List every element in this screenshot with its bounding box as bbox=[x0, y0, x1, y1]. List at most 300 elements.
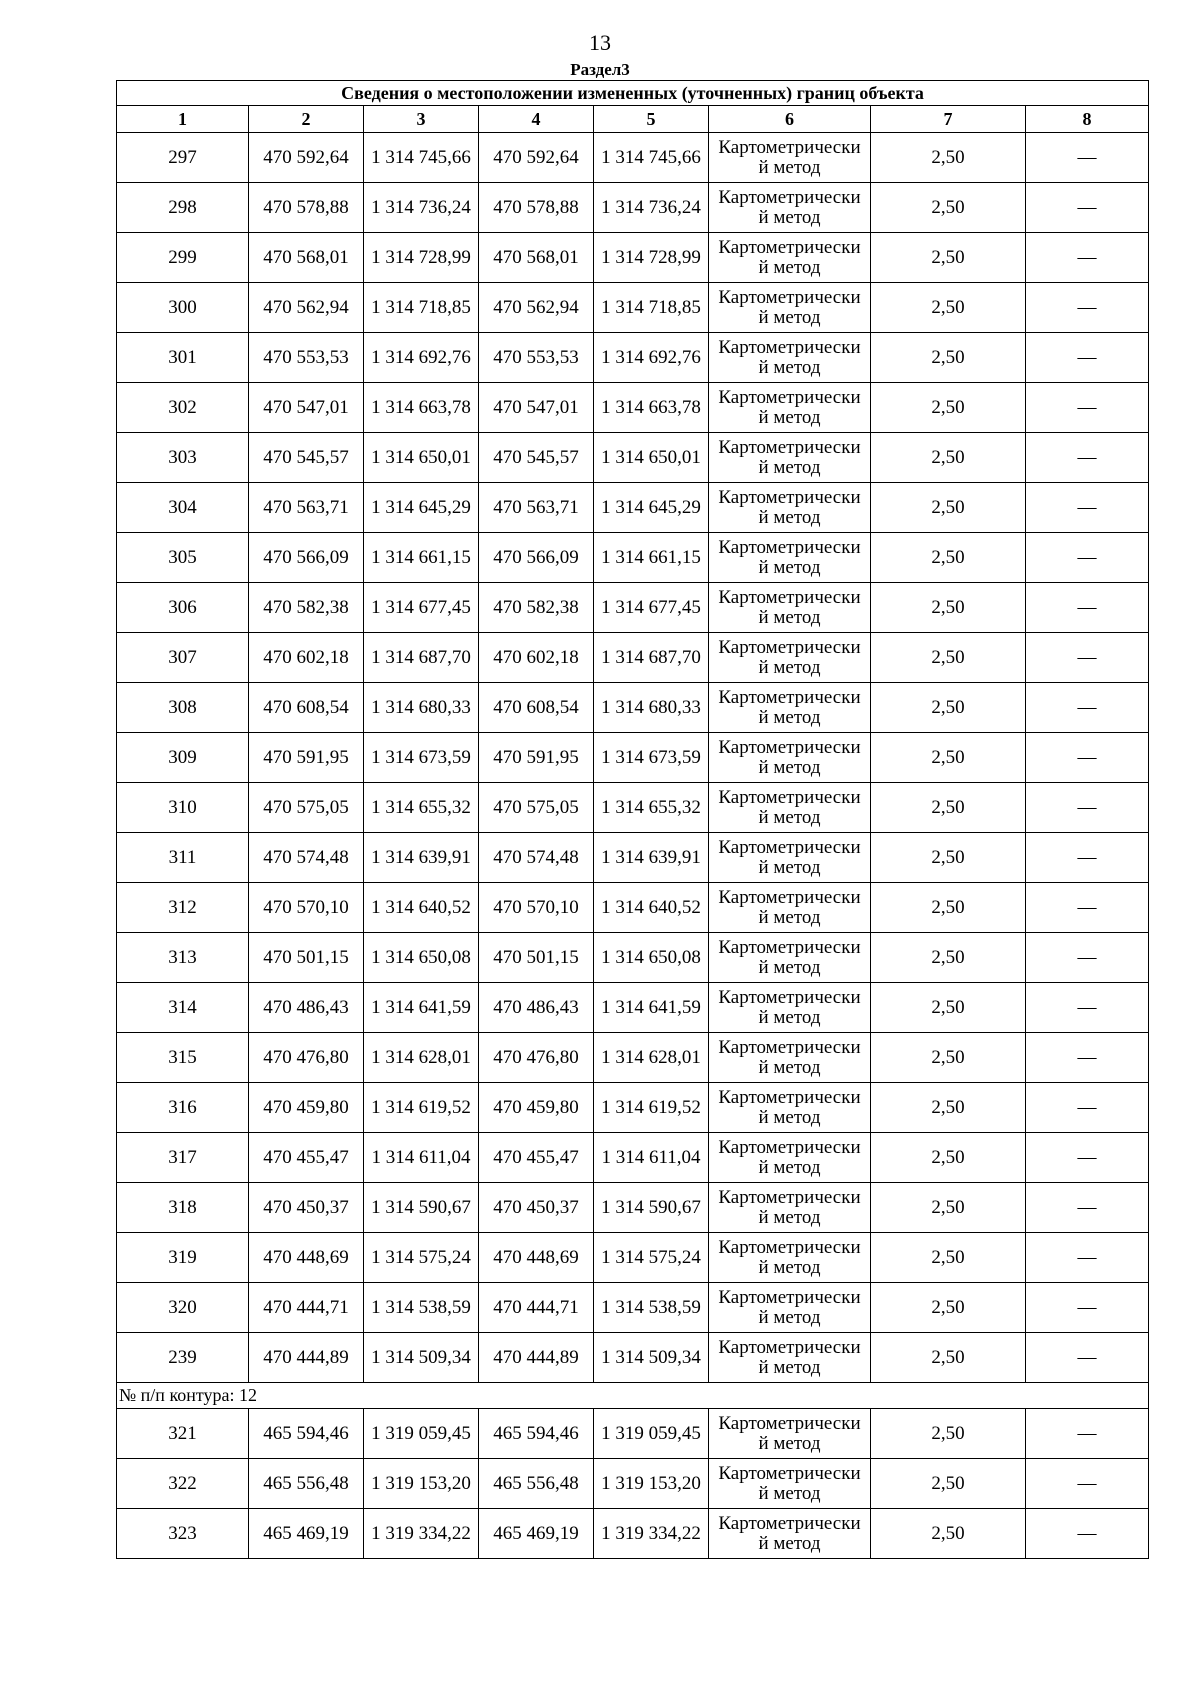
method-cell bbox=[709, 1333, 871, 1383]
x-coordinate-new-cell: 465 469,19 bbox=[479, 1509, 594, 1559]
y-coordinate-cell: 1 314 650,08 bbox=[364, 933, 479, 983]
x-coordinate-new-cell: 470 501,15 bbox=[479, 933, 594, 983]
point-number-cell: 320 bbox=[117, 1283, 249, 1333]
method-text-line2: й метод bbox=[758, 1482, 821, 1504]
table-row bbox=[117, 133, 1149, 183]
x-coordinate-new-cell: 470 476,80 bbox=[479, 1033, 594, 1083]
method-cell bbox=[709, 1459, 871, 1509]
x-coordinate-new-cell: 470 545,57 bbox=[479, 433, 594, 483]
method-text-line1: Картометрически bbox=[718, 486, 861, 508]
y-coordinate-cell: 1 314 645,29 bbox=[364, 483, 479, 533]
method-text-line1: Картометрически bbox=[718, 386, 861, 408]
x-coordinate-new-cell: 470 459,80 bbox=[479, 1083, 594, 1133]
method-text-line2: й метод bbox=[758, 1532, 821, 1554]
method-text-line1: Картометрически bbox=[718, 1512, 861, 1534]
x-coordinate-cell: 470 444,71 bbox=[249, 1283, 364, 1333]
column-header: 7 bbox=[871, 106, 1026, 133]
x-coordinate-new-cell: 470 570,10 bbox=[479, 883, 594, 933]
table-caption: Сведения о местоположении измененных (уточненных) границ объекта bbox=[117, 81, 1149, 106]
accuracy-cell: 2,50 bbox=[871, 1409, 1026, 1459]
method-text-line2: й метод bbox=[758, 1356, 821, 1378]
y-coordinate-new-cell: 1 314 680,33 bbox=[594, 683, 709, 733]
table-row bbox=[117, 883, 1149, 933]
x-coordinate-cell: 470 591,95 bbox=[249, 733, 364, 783]
table-row bbox=[117, 233, 1149, 283]
y-coordinate-cell: 1 314 718,85 bbox=[364, 283, 479, 333]
method-cell bbox=[709, 1133, 871, 1183]
description-cell bbox=[1026, 1459, 1149, 1509]
x-coordinate-cell: 470 592,64 bbox=[249, 133, 364, 183]
x-coordinate-new-cell: 470 455,47 bbox=[479, 1133, 594, 1183]
dash-mark: — bbox=[1077, 646, 1097, 668]
method-cell bbox=[709, 1183, 871, 1233]
y-coordinate-new-cell: 1 314 641,59 bbox=[594, 983, 709, 1033]
point-number-cell: 310 bbox=[117, 783, 249, 833]
x-coordinate-cell: 465 594,46 bbox=[249, 1409, 364, 1459]
x-coordinate-new-cell: 470 566,09 bbox=[479, 533, 594, 583]
point-number-cell: 303 bbox=[117, 433, 249, 483]
y-coordinate-new-cell: 1 314 590,67 bbox=[594, 1183, 709, 1233]
dash-mark: — bbox=[1077, 1472, 1097, 1494]
table-row bbox=[117, 833, 1149, 883]
dash-mark: — bbox=[1077, 496, 1097, 518]
method-text-line1: Картометрически bbox=[718, 686, 861, 708]
description-cell bbox=[1026, 183, 1149, 233]
method-text-line2: й метод bbox=[758, 956, 821, 978]
dash-mark: — bbox=[1077, 1246, 1097, 1268]
x-coordinate-cell: 470 547,01 bbox=[249, 383, 364, 433]
x-coordinate-new-cell: 470 553,53 bbox=[479, 333, 594, 383]
x-coordinate-cell: 470 444,89 bbox=[249, 1333, 364, 1383]
description-cell bbox=[1026, 133, 1149, 183]
x-coordinate-cell: 470 545,57 bbox=[249, 433, 364, 483]
method-text-line2: й метод bbox=[758, 156, 821, 178]
point-number-cell: 307 bbox=[117, 633, 249, 683]
accuracy-cell: 2,50 bbox=[871, 1333, 1026, 1383]
method-text-line2: й метод bbox=[758, 856, 821, 878]
x-coordinate-cell: 470 574,48 bbox=[249, 833, 364, 883]
table-row bbox=[117, 383, 1149, 433]
dash-mark: — bbox=[1077, 546, 1097, 568]
method-text-line1: Картометрически bbox=[718, 786, 861, 808]
method-text-line2: й метод bbox=[758, 1056, 821, 1078]
method-cell bbox=[709, 1233, 871, 1283]
point-number-cell: 315 bbox=[117, 1033, 249, 1083]
description-cell bbox=[1026, 1033, 1149, 1083]
dash-mark: — bbox=[1077, 1422, 1097, 1444]
point-number-cell: 300 bbox=[117, 283, 249, 333]
point-number-cell: 306 bbox=[117, 583, 249, 633]
dash-mark: — bbox=[1077, 596, 1097, 618]
description-cell bbox=[1026, 433, 1149, 483]
accuracy-cell: 2,50 bbox=[871, 633, 1026, 683]
description-cell bbox=[1026, 1509, 1149, 1559]
accuracy-cell: 2,50 bbox=[871, 683, 1026, 733]
x-coordinate-cell: 470 501,15 bbox=[249, 933, 364, 983]
method-cell bbox=[709, 183, 871, 233]
description-cell bbox=[1026, 783, 1149, 833]
table-row bbox=[117, 933, 1149, 983]
x-coordinate-new-cell: 470 602,18 bbox=[479, 633, 594, 683]
dash-mark: — bbox=[1077, 1146, 1097, 1168]
x-coordinate-new-cell: 470 562,94 bbox=[479, 283, 594, 333]
y-coordinate-cell: 1 319 059,45 bbox=[364, 1409, 479, 1459]
x-coordinate-cell: 465 469,19 bbox=[249, 1509, 364, 1559]
accuracy-cell: 2,50 bbox=[871, 233, 1026, 283]
method-text-line1: Картометрически bbox=[718, 1336, 861, 1358]
method-text-line2: й метод bbox=[758, 606, 821, 628]
description-cell bbox=[1026, 683, 1149, 733]
table-caption-row bbox=[117, 81, 1149, 106]
method-text-line2: й метод bbox=[758, 1106, 821, 1128]
x-coordinate-cell: 470 459,80 bbox=[249, 1083, 364, 1133]
dash-mark: — bbox=[1077, 1522, 1097, 1544]
description-cell bbox=[1026, 933, 1149, 983]
point-number-cell: 322 bbox=[117, 1459, 249, 1509]
method-text-line1: Картометрически bbox=[718, 436, 861, 458]
x-coordinate-cell: 470 570,10 bbox=[249, 883, 364, 933]
y-coordinate-cell: 1 314 590,67 bbox=[364, 1183, 479, 1233]
x-coordinate-new-cell: 465 556,48 bbox=[479, 1459, 594, 1509]
accuracy-cell: 2,50 bbox=[871, 183, 1026, 233]
dash-mark: — bbox=[1077, 946, 1097, 968]
method-cell bbox=[709, 383, 871, 433]
method-text-line1: Картометрически bbox=[718, 986, 861, 1008]
table-row bbox=[117, 733, 1149, 783]
y-coordinate-cell: 1 314 575,24 bbox=[364, 1233, 479, 1283]
dash-mark: — bbox=[1077, 446, 1097, 468]
y-coordinate-cell: 1 314 663,78 bbox=[364, 383, 479, 433]
table-row bbox=[117, 333, 1149, 383]
method-text-line1: Картометрически bbox=[718, 836, 861, 858]
y-coordinate-new-cell: 1 319 153,20 bbox=[594, 1459, 709, 1509]
method-cell bbox=[709, 933, 871, 983]
y-coordinate-new-cell: 1 314 645,29 bbox=[594, 483, 709, 533]
y-coordinate-cell: 1 319 153,20 bbox=[364, 1459, 479, 1509]
y-coordinate-new-cell: 1 314 628,01 bbox=[594, 1033, 709, 1083]
x-coordinate-new-cell: 470 448,69 bbox=[479, 1233, 594, 1283]
y-coordinate-cell: 1 314 745,66 bbox=[364, 133, 479, 183]
accuracy-cell: 2,50 bbox=[871, 483, 1026, 533]
method-text-line1: Картометрически bbox=[718, 336, 861, 358]
x-coordinate-cell: 470 566,09 bbox=[249, 533, 364, 583]
y-coordinate-new-cell: 1 314 745,66 bbox=[594, 133, 709, 183]
x-coordinate-new-cell: 470 578,88 bbox=[479, 183, 594, 233]
y-coordinate-new-cell: 1 314 619,52 bbox=[594, 1083, 709, 1133]
description-cell bbox=[1026, 233, 1149, 283]
method-text-line1: Картометрически bbox=[718, 1236, 861, 1258]
description-cell bbox=[1026, 1333, 1149, 1383]
table-row bbox=[117, 283, 1149, 333]
y-coordinate-cell: 1 314 680,33 bbox=[364, 683, 479, 733]
contour-row bbox=[117, 1383, 1149, 1409]
method-cell bbox=[709, 833, 871, 883]
x-coordinate-cell: 470 486,43 bbox=[249, 983, 364, 1033]
x-coordinate-new-cell: 470 444,89 bbox=[479, 1333, 594, 1383]
method-text-line1: Картометрически bbox=[718, 1186, 861, 1208]
y-coordinate-cell: 1 319 334,22 bbox=[364, 1509, 479, 1559]
y-coordinate-cell: 1 314 655,32 bbox=[364, 783, 479, 833]
column-header-row bbox=[117, 106, 1149, 133]
table-row bbox=[117, 783, 1149, 833]
x-coordinate-cell: 470 578,88 bbox=[249, 183, 364, 233]
method-text-line2: й метод bbox=[758, 706, 821, 728]
x-coordinate-new-cell: 470 444,71 bbox=[479, 1283, 594, 1333]
y-coordinate-cell: 1 314 639,91 bbox=[364, 833, 479, 883]
y-coordinate-new-cell: 1 314 575,24 bbox=[594, 1233, 709, 1283]
accuracy-cell: 2,50 bbox=[871, 583, 1026, 633]
y-coordinate-new-cell: 1 314 650,01 bbox=[594, 433, 709, 483]
y-coordinate-cell: 1 314 650,01 bbox=[364, 433, 479, 483]
method-text-line1: Картометрически bbox=[718, 886, 861, 908]
method-text-line2: й метод bbox=[758, 356, 821, 378]
method-cell bbox=[709, 283, 871, 333]
method-cell bbox=[709, 683, 871, 733]
x-coordinate-cell: 470 563,71 bbox=[249, 483, 364, 533]
point-number-cell: 312 bbox=[117, 883, 249, 933]
column-header: 3 bbox=[364, 106, 479, 133]
point-number-cell: 298 bbox=[117, 183, 249, 233]
method-text-line2: й метод bbox=[758, 406, 821, 428]
method-cell bbox=[709, 583, 871, 633]
x-coordinate-cell: 470 582,38 bbox=[249, 583, 364, 633]
point-number-cell: 304 bbox=[117, 483, 249, 533]
y-coordinate-new-cell: 1 314 687,70 bbox=[594, 633, 709, 683]
description-cell bbox=[1026, 733, 1149, 783]
method-text-line2: й метод bbox=[758, 1206, 821, 1228]
x-coordinate-new-cell: 470 568,01 bbox=[479, 233, 594, 283]
x-coordinate-cell: 470 568,01 bbox=[249, 233, 364, 283]
y-coordinate-cell: 1 314 538,59 bbox=[364, 1283, 479, 1333]
y-coordinate-cell: 1 314 640,52 bbox=[364, 883, 479, 933]
point-number-cell: 318 bbox=[117, 1183, 249, 1233]
method-cell bbox=[709, 783, 871, 833]
dash-mark: — bbox=[1077, 1096, 1097, 1118]
table-row bbox=[117, 983, 1149, 1033]
x-coordinate-new-cell: 470 582,38 bbox=[479, 583, 594, 633]
description-cell bbox=[1026, 633, 1149, 683]
method-text-line2: й метод bbox=[758, 906, 821, 928]
method-cell bbox=[709, 233, 871, 283]
table-row bbox=[117, 183, 1149, 233]
y-coordinate-new-cell: 1 314 639,91 bbox=[594, 833, 709, 883]
accuracy-cell: 2,50 bbox=[871, 1133, 1026, 1183]
y-coordinate-cell: 1 314 692,76 bbox=[364, 333, 479, 383]
dash-mark: — bbox=[1077, 196, 1097, 218]
method-text-line1: Картометрически bbox=[718, 936, 861, 958]
accuracy-cell: 2,50 bbox=[871, 1183, 1026, 1233]
accuracy-cell: 2,50 bbox=[871, 1459, 1026, 1509]
y-coordinate-new-cell: 1 314 728,99 bbox=[594, 233, 709, 283]
method-text-line2: й метод bbox=[758, 1256, 821, 1278]
x-coordinate-new-cell: 470 574,48 bbox=[479, 833, 594, 883]
method-cell bbox=[709, 733, 871, 783]
method-text-line1: Картометрически bbox=[718, 186, 861, 208]
point-number-cell: 308 bbox=[117, 683, 249, 733]
column-header: 6 bbox=[709, 106, 871, 133]
accuracy-cell: 2,50 bbox=[871, 533, 1026, 583]
accuracy-cell: 2,50 bbox=[871, 1283, 1026, 1333]
y-coordinate-cell: 1 314 619,52 bbox=[364, 1083, 479, 1133]
y-coordinate-cell: 1 314 677,45 bbox=[364, 583, 479, 633]
dash-mark: — bbox=[1077, 1196, 1097, 1218]
table-row bbox=[117, 1083, 1149, 1133]
method-cell bbox=[709, 1409, 871, 1459]
dash-mark: — bbox=[1077, 296, 1097, 318]
method-text-line2: й метод bbox=[758, 1306, 821, 1328]
table-row bbox=[117, 1459, 1149, 1509]
accuracy-cell: 2,50 bbox=[871, 1033, 1026, 1083]
y-coordinate-cell: 1 314 628,01 bbox=[364, 1033, 479, 1083]
method-cell bbox=[709, 333, 871, 383]
y-coordinate-cell: 1 314 509,34 bbox=[364, 1333, 479, 1383]
y-coordinate-new-cell: 1 314 650,08 bbox=[594, 933, 709, 983]
method-cell bbox=[709, 633, 871, 683]
accuracy-cell: 2,50 bbox=[871, 933, 1026, 983]
x-coordinate-new-cell: 470 592,64 bbox=[479, 133, 594, 183]
point-number-cell: 302 bbox=[117, 383, 249, 433]
method-text-line1: Картометрически bbox=[718, 136, 861, 158]
point-number-cell: 301 bbox=[117, 333, 249, 383]
x-coordinate-cell: 470 476,80 bbox=[249, 1033, 364, 1083]
method-text-line1: Картометрически bbox=[718, 536, 861, 558]
point-number-cell: 323 bbox=[117, 1509, 249, 1559]
dash-mark: — bbox=[1077, 146, 1097, 168]
description-cell bbox=[1026, 1183, 1149, 1233]
description-cell bbox=[1026, 1083, 1149, 1133]
y-coordinate-new-cell: 1 314 736,24 bbox=[594, 183, 709, 233]
description-cell bbox=[1026, 833, 1149, 883]
method-cell bbox=[709, 483, 871, 533]
method-text-line1: Картометрически bbox=[718, 286, 861, 308]
dash-mark: — bbox=[1077, 746, 1097, 768]
y-coordinate-cell: 1 314 673,59 bbox=[364, 733, 479, 783]
x-coordinate-new-cell: 470 591,95 bbox=[479, 733, 594, 783]
method-text-line2: й метод bbox=[758, 506, 821, 528]
dash-mark: — bbox=[1077, 396, 1097, 418]
point-number-cell: 309 bbox=[117, 733, 249, 783]
section-title: Раздел3 bbox=[570, 60, 630, 79]
x-coordinate-new-cell: 470 608,54 bbox=[479, 683, 594, 733]
accuracy-cell: 2,50 bbox=[871, 1509, 1026, 1559]
table-row bbox=[117, 1333, 1149, 1383]
x-coordinate-new-cell: 470 450,37 bbox=[479, 1183, 594, 1233]
accuracy-cell: 2,50 bbox=[871, 833, 1026, 883]
method-text-line1: Картометрически bbox=[718, 1286, 861, 1308]
method-text-line2: й метод bbox=[758, 556, 821, 578]
point-number-cell: 313 bbox=[117, 933, 249, 983]
method-text-line2: й метод bbox=[758, 1006, 821, 1028]
method-text-line2: й метод bbox=[758, 806, 821, 828]
accuracy-cell: 2,50 bbox=[871, 383, 1026, 433]
y-coordinate-new-cell: 1 314 655,32 bbox=[594, 783, 709, 833]
x-coordinate-cell: 470 455,47 bbox=[249, 1133, 364, 1183]
x-coordinate-new-cell: 470 563,71 bbox=[479, 483, 594, 533]
method-text-line2: й метод bbox=[758, 256, 821, 278]
dash-mark: — bbox=[1077, 246, 1097, 268]
x-coordinate-new-cell: 465 594,46 bbox=[479, 1409, 594, 1459]
contour-label: № п/п контура: 12 bbox=[117, 1383, 1149, 1409]
table-row bbox=[117, 533, 1149, 583]
y-coordinate-new-cell: 1 314 677,45 bbox=[594, 583, 709, 633]
description-cell bbox=[1026, 383, 1149, 433]
column-header: 5 bbox=[594, 106, 709, 133]
method-text-line1: Картометрически bbox=[718, 1412, 861, 1434]
method-cell bbox=[709, 133, 871, 183]
method-text-line1: Картометрически bbox=[718, 236, 861, 258]
x-coordinate-new-cell: 470 547,01 bbox=[479, 383, 594, 433]
y-coordinate-new-cell: 1 314 509,34 bbox=[594, 1333, 709, 1383]
dash-mark: — bbox=[1077, 796, 1097, 818]
accuracy-cell: 2,50 bbox=[871, 1233, 1026, 1283]
page-number: 13 bbox=[589, 30, 611, 55]
method-text-line2: й метод bbox=[758, 656, 821, 678]
method-text-line2: й метод bbox=[758, 756, 821, 778]
accuracy-cell: 2,50 bbox=[871, 433, 1026, 483]
accuracy-cell: 2,50 bbox=[871, 283, 1026, 333]
method-cell bbox=[709, 983, 871, 1033]
method-cell bbox=[709, 533, 871, 583]
table-row bbox=[117, 1409, 1149, 1459]
point-number-cell: 317 bbox=[117, 1133, 249, 1183]
accuracy-cell: 2,50 bbox=[871, 333, 1026, 383]
point-number-cell: 299 bbox=[117, 233, 249, 283]
method-text-line2: й метод bbox=[758, 1156, 821, 1178]
dash-mark: — bbox=[1077, 1046, 1097, 1068]
description-cell bbox=[1026, 1133, 1149, 1183]
accuracy-cell: 2,50 bbox=[871, 883, 1026, 933]
point-number-cell: 314 bbox=[117, 983, 249, 1033]
y-coordinate-new-cell: 1 314 673,59 bbox=[594, 733, 709, 783]
table-body bbox=[117, 81, 1149, 1559]
method-cell bbox=[709, 433, 871, 483]
method-text-line2: й метод bbox=[758, 306, 821, 328]
method-text-line1: Картометрически bbox=[718, 586, 861, 608]
y-coordinate-new-cell: 1 314 692,76 bbox=[594, 333, 709, 383]
y-coordinate-cell: 1 314 687,70 bbox=[364, 633, 479, 683]
description-cell bbox=[1026, 1233, 1149, 1283]
accuracy-cell: 2,50 bbox=[871, 733, 1026, 783]
dash-mark: — bbox=[1077, 846, 1097, 868]
dash-mark: — bbox=[1077, 1296, 1097, 1318]
column-header: 2 bbox=[249, 106, 364, 133]
description-cell bbox=[1026, 883, 1149, 933]
x-coordinate-cell: 470 608,54 bbox=[249, 683, 364, 733]
point-number-cell: 297 bbox=[117, 133, 249, 183]
table-row bbox=[117, 433, 1149, 483]
method-cell bbox=[709, 1083, 871, 1133]
y-coordinate-cell: 1 314 611,04 bbox=[364, 1133, 479, 1183]
point-number-cell: 321 bbox=[117, 1409, 249, 1459]
column-header: 8 bbox=[1026, 106, 1149, 133]
description-cell bbox=[1026, 983, 1149, 1033]
method-text-line1: Картометрически bbox=[718, 736, 861, 758]
dash-mark: — bbox=[1077, 996, 1097, 1018]
table-row bbox=[117, 1283, 1149, 1333]
y-coordinate-new-cell: 1 314 663,78 bbox=[594, 383, 709, 433]
dash-mark: — bbox=[1077, 346, 1097, 368]
description-cell bbox=[1026, 583, 1149, 633]
method-cell bbox=[709, 883, 871, 933]
description-cell bbox=[1026, 533, 1149, 583]
y-coordinate-cell: 1 314 728,99 bbox=[364, 233, 479, 283]
point-number-cell: 316 bbox=[117, 1083, 249, 1133]
description-cell bbox=[1026, 1283, 1149, 1333]
dash-mark: — bbox=[1077, 1346, 1097, 1368]
y-coordinate-new-cell: 1 314 538,59 bbox=[594, 1283, 709, 1333]
accuracy-cell: 2,50 bbox=[871, 983, 1026, 1033]
table-row bbox=[117, 683, 1149, 733]
